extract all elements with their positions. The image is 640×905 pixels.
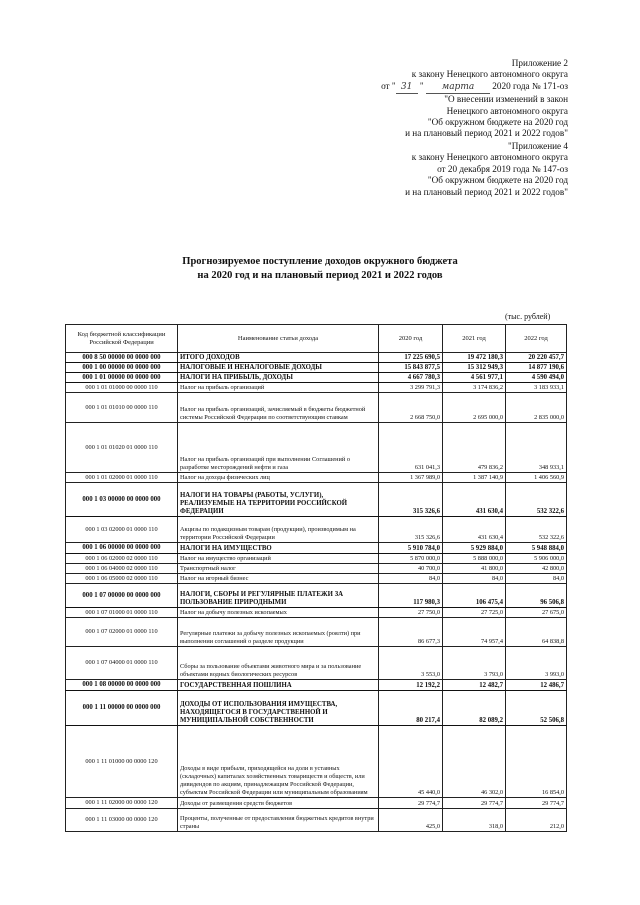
cell-name: Проценты, полученные от предоставления бюджетных кредитов внутри страны	[178, 809, 379, 832]
cell-2020: 27 750,0	[379, 608, 443, 618]
cell-code: 000 1 01 01000 00 0000 110	[66, 383, 178, 393]
cell-2022: 532 322,6	[506, 483, 567, 517]
cell-name: Налог на прибыль организаций, зачисляемый в бюджеты бюджетной системы Российской Федерации по соответствующим ставкам	[178, 393, 379, 423]
cell-name: Налог на игорный бизнес	[178, 574, 379, 584]
column-header-2022: 2022 год	[506, 325, 567, 353]
header-line: "Об окружном бюджете на 2020 год	[427, 117, 568, 128]
table-row	[66, 393, 567, 423]
header-line: "Приложение 4	[508, 141, 568, 151]
table-header-row	[66, 325, 567, 353]
cell-2021: 479 836,2	[443, 423, 506, 473]
cell-2020: 40 700,0	[379, 564, 443, 574]
cell-2020: 17 225 690,5	[379, 353, 443, 363]
unit-label: (тыс. рублей)	[505, 312, 551, 321]
cell-2021: 15 312 949,3	[443, 363, 506, 373]
cell-code: 000 1 11 03000 00 0000 120	[66, 809, 178, 832]
cell-name: Транспортный налог	[178, 564, 379, 574]
cell-2020: 45 440,0	[379, 726, 443, 798]
cell-2021: 3 793,0	[443, 647, 506, 680]
cell-2022: 52 506,8	[506, 691, 567, 726]
table-row	[66, 647, 567, 680]
column-header-code: Код бюджетной классификации Российской Федерации	[66, 325, 178, 353]
table-row	[66, 564, 567, 574]
cell-name: НАЛОГОВЫЕ И НЕНАЛОГОВЫЕ ДОХОДЫ	[178, 363, 379, 373]
cell-2022: 20 220 457,7	[506, 353, 567, 363]
cell-2020: 315 326,6	[379, 483, 443, 517]
cell-2020: 1 367 989,0	[379, 473, 443, 483]
cell-code: 000 1 08 00000 00 0000 000	[66, 680, 178, 691]
revenue-table	[65, 324, 567, 832]
table-row	[66, 383, 567, 393]
table-row	[66, 618, 567, 647]
cell-2022: 3 183 933,1	[506, 383, 567, 393]
cell-2021: 27 725,0	[443, 608, 506, 618]
cell-2021: 318,0	[443, 809, 506, 832]
cell-2021: 12 482,7	[443, 680, 506, 691]
table-row	[66, 798, 567, 809]
header-line: Приложение 2	[511, 58, 568, 68]
cell-name: Налог на прибыль организаций при выполнении Соглашений о разработке месторождений нефти и газа	[178, 423, 379, 473]
cell-2021: 5 929 884,0	[443, 543, 506, 554]
cell-2021: 1 387 140,9	[443, 473, 506, 483]
table-row	[66, 691, 567, 726]
cell-2020: 315 326,6	[379, 517, 443, 543]
cell-2021: 84,0	[443, 574, 506, 584]
header-line: к закону Ненецкого автономного округа	[411, 152, 568, 163]
cell-2022: 16 854,0	[506, 726, 567, 798]
appendix-2-header	[381, 58, 568, 140]
table-row	[66, 584, 567, 608]
cell-2021: 19 472 180,3	[443, 353, 506, 363]
table-row	[66, 554, 567, 564]
cell-2021: 74 957,4	[443, 618, 506, 647]
title-line: на 2020 год и на плановый период 2021 и 2022 годов	[197, 270, 443, 281]
appendix-4-header	[405, 141, 568, 198]
cell-2021: 4 561 977,1	[443, 373, 506, 383]
cell-code: 000 1 11 00000 00 0000 000	[66, 691, 178, 726]
cell-2020: 29 774,7	[379, 798, 443, 809]
cell-code: 000 1 06 05000 02 0000 110	[66, 574, 178, 584]
cell-2020: 3 553,0	[379, 647, 443, 680]
cell-2020: 12 192,2	[379, 680, 443, 691]
cell-2020: 3 299 791,3	[379, 383, 443, 393]
cell-2021: 5 888 000,0	[443, 554, 506, 564]
cell-name: НАЛОГИ НА ИМУЩЕСТВО	[178, 543, 379, 554]
cell-code: 000 1 06 04000 02 0000 110	[66, 564, 178, 574]
header-line: и на плановый период 2021 и 2022 годов"	[405, 128, 568, 139]
cell-2020: 86 677,3	[379, 618, 443, 647]
cell-2021: 82 089,2	[443, 691, 506, 726]
cell-2020: 117 980,3	[379, 584, 443, 608]
header-line: к закону Ненецкого автономного округа	[411, 69, 568, 80]
cell-2022: 84,0	[506, 574, 567, 584]
cell-name: Акцизы по подакцизным товарам (продукции), производимым на территории Российской Федерации	[178, 517, 379, 543]
cell-code: 000 1 00 00000 00 0000 000	[66, 363, 178, 373]
cell-code: 000 1 06 00000 00 0000 000	[66, 543, 178, 554]
title-line: Прогнозируемое поступление доходов окружного бюджета	[182, 256, 458, 267]
header-line: Ненецкого автономного округа	[446, 105, 568, 116]
cell-code: 000 1 06 02000 02 0000 110	[66, 554, 178, 564]
cell-code: 000 1 01 00000 00 0000 000	[66, 373, 178, 383]
cell-2021: 41 800,0	[443, 564, 506, 574]
cell-code: 000 1 01 01010 00 0000 110	[66, 393, 178, 423]
cell-2022: 2 835 000,0	[506, 393, 567, 423]
cell-name: НАЛОГИ НА ПРИБЫЛЬ, ДОХОДЫ	[178, 373, 379, 383]
cell-2020: 80 217,4	[379, 691, 443, 726]
table-row	[66, 726, 567, 798]
cell-2021: 106 475,4	[443, 584, 506, 608]
cell-2022: 42 800,0	[506, 564, 567, 574]
cell-code: 000 1 07 01000 01 0000 110	[66, 608, 178, 618]
cell-2020: 2 668 750,0	[379, 393, 443, 423]
cell-2020: 425,0	[379, 809, 443, 832]
table-row	[66, 423, 567, 473]
cell-code: 000 1 11 01000 00 0000 120	[66, 726, 178, 798]
column-header-2021: 2021 год	[443, 325, 506, 353]
cell-2022: 5 906 000,0	[506, 554, 567, 564]
cell-code: 000 1 01 01020 01 0000 110	[66, 423, 178, 473]
header-line: и на плановый период 2021 и 2022 годов"	[405, 186, 568, 197]
cell-code: 000 1 03 00000 00 0000 000	[66, 483, 178, 517]
header-line: "Об окружном бюджете на 2020 год	[427, 175, 568, 186]
cell-2022: 4 590 494,0	[506, 373, 567, 383]
cell-code: 000 1 07 02000 01 0000 110	[66, 618, 178, 647]
cell-2022: 14 877 190,6	[506, 363, 567, 373]
cell-2022: 64 838,8	[506, 618, 567, 647]
handwritten-month: марта	[426, 82, 490, 94]
document-title	[0, 255, 640, 283]
table-row	[66, 608, 567, 618]
cell-code: 000 1 01 02000 01 0000 110	[66, 473, 178, 483]
header-line: "О внесении изменений в закон	[444, 94, 568, 105]
cell-2021: 2 695 000,0	[443, 393, 506, 423]
cell-2022: 27 675,0	[506, 608, 567, 618]
cell-name: ГОСУДАРСТВЕННАЯ ПОШЛИНА	[178, 680, 379, 691]
cell-2020: 4 667 780,3	[379, 373, 443, 383]
cell-2022: 532 322,6	[506, 517, 567, 543]
cell-2020: 5 910 784,0	[379, 543, 443, 554]
cell-2022: 212,0	[506, 809, 567, 832]
cell-2022: 3 993,0	[506, 647, 567, 680]
column-header-2020: 2020 год	[379, 325, 443, 353]
cell-name: Регулярные платежи за добычу полезных ископаемых (роялти) при выполнении соглашений о разделе продукции	[178, 618, 379, 647]
cell-name: Доходы от размещения средств бюджетов	[178, 798, 379, 809]
cell-2020: 5 870 000,0	[379, 554, 443, 564]
cell-name: НАЛОГИ НА ТОВАРЫ (РАБОТЫ, УСЛУГИ), РЕАЛИЗУЕМЫЕ НА ТЕРРИТОРИИ РОССИЙСКОЙ ФЕДЕРАЦИИ	[178, 483, 379, 517]
cell-code: 000 1 03 02000 01 0000 110	[66, 517, 178, 543]
cell-code: 000 1 07 00000 00 0000 000	[66, 584, 178, 608]
cell-name: Доходы в виде прибыли, приходящейся на доли в уставных (складочных) капиталах хозяйственных товариществ и обществ, или дивидендов по акциям, принадлежащим Российской Федерации, субъектам Российской Федерации или муниципальным образованиям	[178, 726, 379, 798]
cell-name: ДОХОДЫ ОТ ИСПОЛЬЗОВАНИЯ ИМУЩЕСТВА, НАХОДЯЩЕГОСЯ В ГОСУДАРСТВЕННОЙ И МУНИЦИПАЛЬНОЙ СОБСТВЕННОСТИ	[178, 691, 379, 726]
cell-name: Налог на доходы физических лиц	[178, 473, 379, 483]
table-row	[66, 373, 567, 383]
table-row	[66, 680, 567, 691]
header-date-line: от " 31 " марта 2020 года № 171-оз	[381, 81, 568, 94]
table-row	[66, 517, 567, 543]
cell-code: 000 1 07 04000 01 0000 110	[66, 647, 178, 680]
table-row	[66, 353, 567, 363]
table-row	[66, 363, 567, 373]
cell-2022: 12 486,7	[506, 680, 567, 691]
cell-2021: 29 774,7	[443, 798, 506, 809]
cell-code: 000 1 11 02000 00 0000 120	[66, 798, 178, 809]
cell-name: Налог на добычу полезных ископаемых	[178, 608, 379, 618]
cell-code: 000 8 50 00000 00 0000 000	[66, 353, 178, 363]
cell-name: Сборы за пользование объектами животного мира и за пользование объектами водных биологических ресурсов	[178, 647, 379, 680]
cell-2022: 5 948 884,0	[506, 543, 567, 554]
cell-2022: 29 774,7	[506, 798, 567, 809]
cell-name: НАЛОГИ, СБОРЫ И РЕГУЛЯРНЫЕ ПЛАТЕЖИ ЗА ПОЛЬЗОВАНИЕ ПРИРОДНЫМИ	[178, 584, 379, 608]
cell-2022: 348 933,1	[506, 423, 567, 473]
table-row	[66, 473, 567, 483]
table-row	[66, 809, 567, 832]
table-row	[66, 483, 567, 517]
cell-2022: 96 506,8	[506, 584, 567, 608]
cell-2021: 431 630,4	[443, 517, 506, 543]
cell-2022: 1 406 560,9	[506, 473, 567, 483]
table-row	[66, 543, 567, 554]
header-line: от 20 декабря 2019 года № 147-оз	[437, 163, 568, 174]
column-header-name: Наименование статьи дохода	[178, 325, 379, 353]
table-row	[66, 574, 567, 584]
cell-name: Налог на прибыль организаций	[178, 383, 379, 393]
cell-2020: 15 843 877,5	[379, 363, 443, 373]
cell-2021: 3 174 836,2	[443, 383, 506, 393]
cell-name: ИТОГО ДОХОДОВ	[178, 353, 379, 363]
handwritten-day: 31	[396, 82, 418, 94]
cell-2020: 84,0	[379, 574, 443, 584]
cell-2021: 431 630,4	[443, 483, 506, 517]
cell-2020: 631 041,3	[379, 423, 443, 473]
cell-name: Налог на имущество организаций	[178, 554, 379, 564]
cell-2021: 46 302,0	[443, 726, 506, 798]
